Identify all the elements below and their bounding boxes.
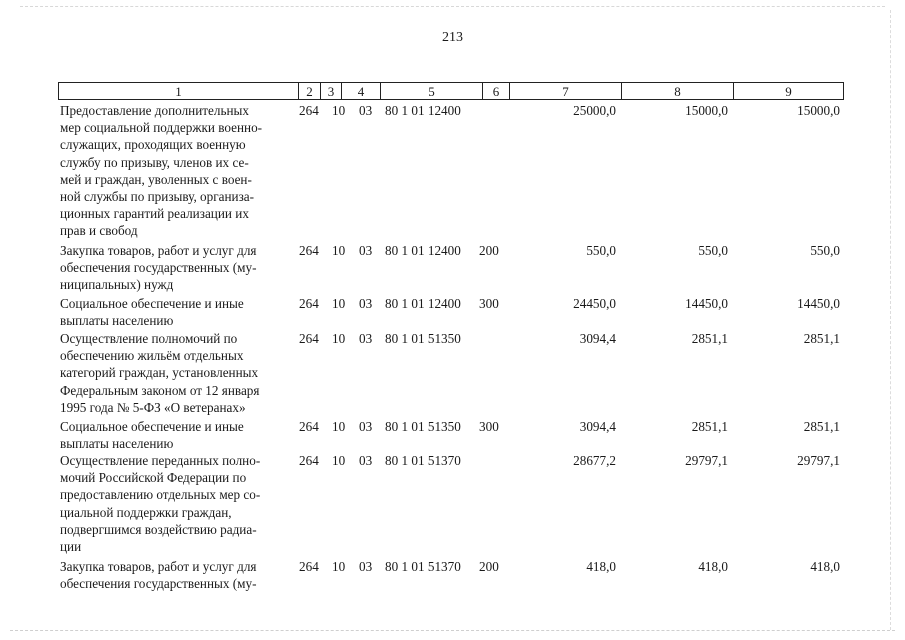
row-amount-col8: 15000,0 [685,103,728,118]
header-col-6: 6 [483,83,510,99]
scan-edge-right [890,10,891,630]
table-header-row [58,82,844,100]
header-col-7: 7 [510,83,622,99]
row-section-code: 10 [332,453,346,468]
row-target-code: 80 1 01 51350 [385,419,461,434]
row-amount-col8: 2851,1 [691,331,728,346]
row-subsection-code: 03 [359,296,373,311]
page-number: 213 [442,30,463,45]
row-description: Социальное обеспечение и иные выплаты населению [60,296,244,329]
row-amount-col8: 418,0 [698,559,728,574]
row-section-code: 10 [332,419,346,434]
row-amount-col8: 29797,1 [685,453,728,468]
header-col-1: 1 [59,83,299,99]
header-col-8: 8 [622,83,734,99]
row-description: Осуществление переданных полно- мочий Российской Федерации по предоставлению отдельных мер со- циальной поддержки граждан, подвергшимся воздействию радиа- ции [60,453,261,555]
row-section-code: 10 [332,296,346,311]
row-target-code: 80 1 01 51350 [385,331,461,346]
scan-edge-top [20,6,885,7]
row-amount-col9: 15000,0 [797,103,840,118]
row-amount-col8: 2851,1 [691,419,728,434]
row-description: Закупка товаров, работ и услуг для обеспечения государственных (му- [60,559,257,592]
row-amount-col9: 2851,1 [803,419,840,434]
header-col-4: 4 [342,83,381,99]
row-ministry-code: 264 [299,296,319,311]
row-amount-col9: 550,0 [810,243,840,258]
row-amount-col7: 24450,0 [573,296,616,311]
row-amount-col8: 14450,0 [685,296,728,311]
row-amount-col7: 3094,4 [579,331,616,346]
row-subsection-code: 03 [359,243,373,258]
row-amount-col9: 2851,1 [803,331,840,346]
row-amount-col7: 3094,4 [579,419,616,434]
row-expense-type: 200 [479,559,499,574]
row-ministry-code: 264 [299,419,319,434]
row-section-code: 10 [332,103,346,118]
row-subsection-code: 03 [359,331,373,346]
budget-table [58,82,844,592]
row-ministry-code: 264 [299,243,319,258]
header-col-2: 2 [299,83,321,99]
header-col-3: 3 [321,83,342,99]
row-target-code: 80 1 01 12400 [385,296,461,311]
row-ministry-code: 264 [299,103,319,118]
row-expense-type: 300 [479,296,499,311]
row-section-code: 10 [332,559,346,574]
row-amount-col9: 29797,1 [797,453,840,468]
row-target-code: 80 1 01 12400 [385,103,461,118]
row-ministry-code: 264 [299,453,319,468]
row-description: Предоставление дополнительных мер социальной поддержки военно- служащих, проходящих военную службу по призыву, членов их се- мей и граждан, уволенных с воен- ной службы по призыву, организа- ционных гарантий реализации их прав и свобод [60,103,263,239]
row-amount-col8: 550,0 [698,243,728,258]
row-subsection-code: 03 [359,419,373,434]
row-expense-type: 300 [479,419,499,434]
row-amount-col7: 28677,2 [573,453,616,468]
row-expense-type: 200 [479,243,499,258]
row-target-code: 80 1 01 12400 [385,243,461,258]
row-amount-col7: 550,0 [586,243,616,258]
row-amount-col9: 418,0 [810,559,840,574]
row-ministry-code: 264 [299,559,319,574]
row-section-code: 10 [332,243,346,258]
row-target-code: 80 1 01 51370 [385,559,461,574]
row-description: Социальное обеспечение и иные выплаты населению [60,419,244,452]
row-subsection-code: 03 [359,559,373,574]
header-col-5: 5 [381,83,483,99]
row-subsection-code: 03 [359,453,373,468]
row-amount-col7: 25000,0 [573,103,616,118]
row-amount-col7: 418,0 [586,559,616,574]
row-description: Осуществление полномочий по обеспечению жильём отдельных категорий граждан, установленных Федеральным законом от 12 января 1995 года № 5-ФЗ «О ветеранах» [60,331,260,415]
row-subsection-code: 03 [359,103,373,118]
row-section-code: 10 [332,331,346,346]
row-description: Закупка товаров, работ и услуг для обеспечения государственных (му- ниципальных) нужд [60,243,257,293]
scan-edge-bottom [10,630,895,631]
row-ministry-code: 264 [299,331,319,346]
row-target-code: 80 1 01 51370 [385,453,461,468]
header-col-9: 9 [785,84,792,99]
row-amount-col9: 14450,0 [797,296,840,311]
